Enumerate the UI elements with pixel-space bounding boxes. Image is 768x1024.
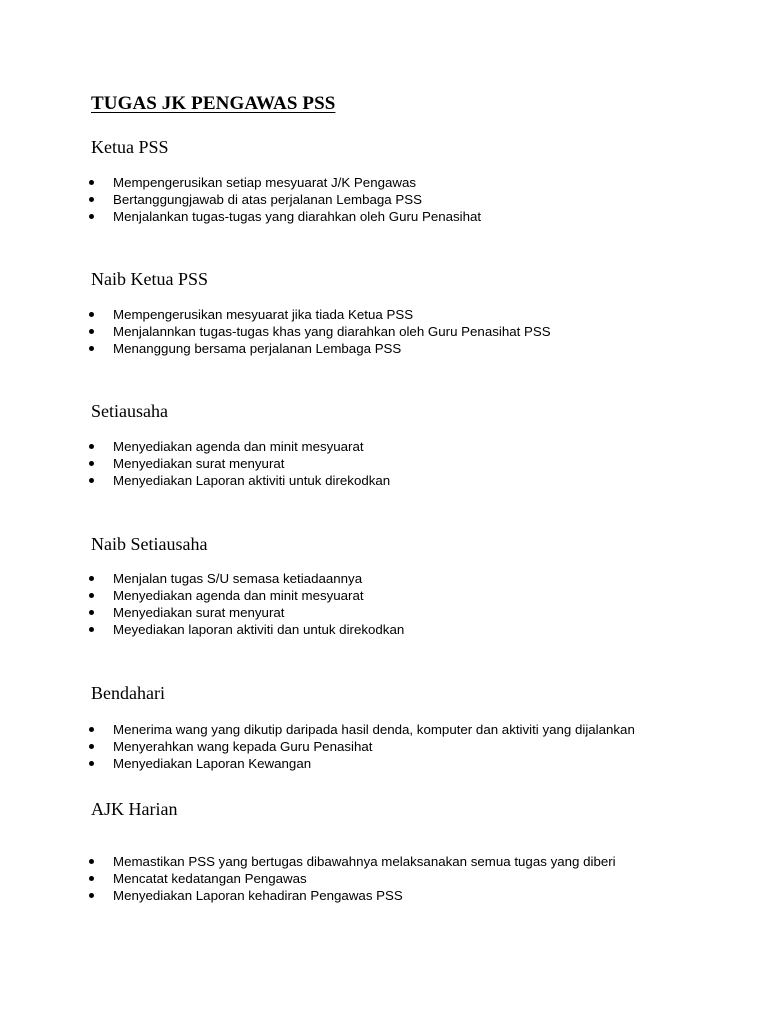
bullet-icon (89, 346, 94, 351)
section-heading: Bendahari (91, 683, 165, 703)
list-item-text: Menyediakan agenda dan minit mesyuarat (113, 588, 364, 603)
section-heading: AJK Harian (91, 799, 178, 819)
list-item-text: Menjalannkan tugas-tugas khas yang diarahkan oleh Guru Penasihat PSS (113, 324, 551, 339)
list-item-text: Menyediakan Laporan kehadiran Pengawas PSS (113, 888, 403, 903)
bullet-icon (89, 593, 94, 598)
bullet-icon (89, 312, 94, 317)
list-item-text: Mempengerusikan setiap mesyuarat J/K Pengawas (113, 175, 417, 190)
bullet-icon (89, 627, 94, 632)
list-item-text: Menyediakan Laporan Kewangan (113, 756, 312, 771)
list-item-text: Menyediakan agenda dan minit mesyuarat (113, 439, 364, 454)
bullet-icon (89, 893, 94, 898)
list-item-text: Memastikan PSS yang bertugas dibawahnya melaksanakan semua tugas yang diberi (113, 854, 616, 869)
list-item-text: Menyediakan surat menyurat (113, 456, 285, 471)
bullet-icon (89, 744, 94, 749)
list-item-text: Menyerahkan wang kepada Guru Penasihat (113, 739, 373, 754)
bullet-icon (89, 214, 94, 219)
bullet-icon (89, 461, 94, 466)
bullet-icon (89, 610, 94, 615)
bullet-icon (89, 761, 94, 766)
bullet-icon (89, 197, 94, 202)
section-heading: Naib Ketua PSS (91, 269, 208, 289)
bullet-icon (89, 727, 94, 732)
bullet-icon (89, 859, 94, 864)
bullet-icon (89, 329, 94, 334)
document-title: TUGAS JK PENGAWAS PSS (91, 93, 336, 114)
bullet-icon (89, 478, 94, 483)
list-item-text: Menjalan tugas S/U semasa ketiadaannya (113, 571, 363, 586)
list-item-text: Mempengerusikan mesyuarat jika tiada Ketua PSS (113, 307, 414, 322)
list-item-text: Meyediakan laporan aktiviti dan untuk direkodkan (113, 622, 405, 637)
bullet-icon (89, 876, 94, 881)
list-item-text: Menanggung bersama perjalanan Lembaga PSS (113, 341, 402, 356)
list-item-text: Bertanggungjawab di atas perjalanan Lembaga PSS (113, 192, 423, 207)
bullet-icon (89, 444, 94, 449)
bullet-icon (89, 180, 94, 185)
list-item-text: Menerima wang yang dikutip daripada hasil denda, komputer dan aktiviti yang dijalankan (113, 722, 635, 737)
section-heading: Ketua PSS (91, 137, 169, 157)
list-item-text: Menjalankan tugas-tugas yang diarahkan oleh Guru Penasihat (113, 209, 482, 224)
list-item-text: Mencatat kedatangan Pengawas (113, 871, 307, 886)
section-heading: Naib Setiausaha (91, 534, 208, 554)
list-item-text: Menyediakan Laporan aktiviti untuk direkodkan (113, 473, 391, 488)
section-heading: Setiausaha (91, 401, 168, 421)
bullet-icon (89, 576, 94, 581)
list-item-text: Menyediakan surat menyurat (113, 605, 285, 620)
